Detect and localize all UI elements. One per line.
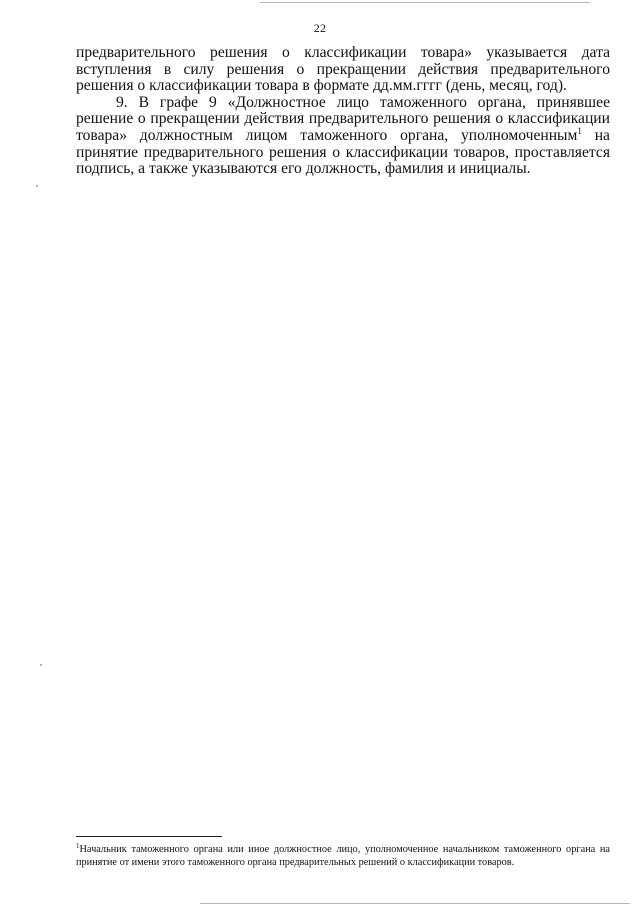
page-number: 22 [313,21,327,35]
paragraph-continued: предварительного решения о классификации товара» указывается дата вступления в силу решения о прекращении действия предварительного решения о классификации товара в формате дд.мм.гггг (день, месяц, год). [76,44,610,95]
footnote-separator [76,836,222,837]
paragraph-item-9-text-end: на принятие предварительного решения о классификации товаров, проставляется подпись, а также указываются его должность, фамилия и инициалы. [76,126,610,178]
scan-speck [36,185,38,187]
paragraph-item-9 [76,95,610,178]
footnote [76,843,610,869]
paragraph-item-9-text-start: 9. В графе 9 «Должностное лицо таможенного органа, принявшее решение о прекращении действия предварительного решения о классификации товара» должностным лицом таможенного органа, уполномоченным [76,93,610,144]
footnote-reference: 1 [577,125,582,136]
document-body [76,45,610,178]
footnote-marker: 1 [76,842,80,850]
footnote-text: Начальник таможенного органа или иное должностное лицо, уполномоченное начальником таможенного органа на принятие от имени этого таможенного органа предварительных решений о классификации товаров. [76,844,610,868]
scan-speck [40,664,42,666]
scan-edge-top [260,2,590,3]
scan-edge-bottom [200,903,630,904]
